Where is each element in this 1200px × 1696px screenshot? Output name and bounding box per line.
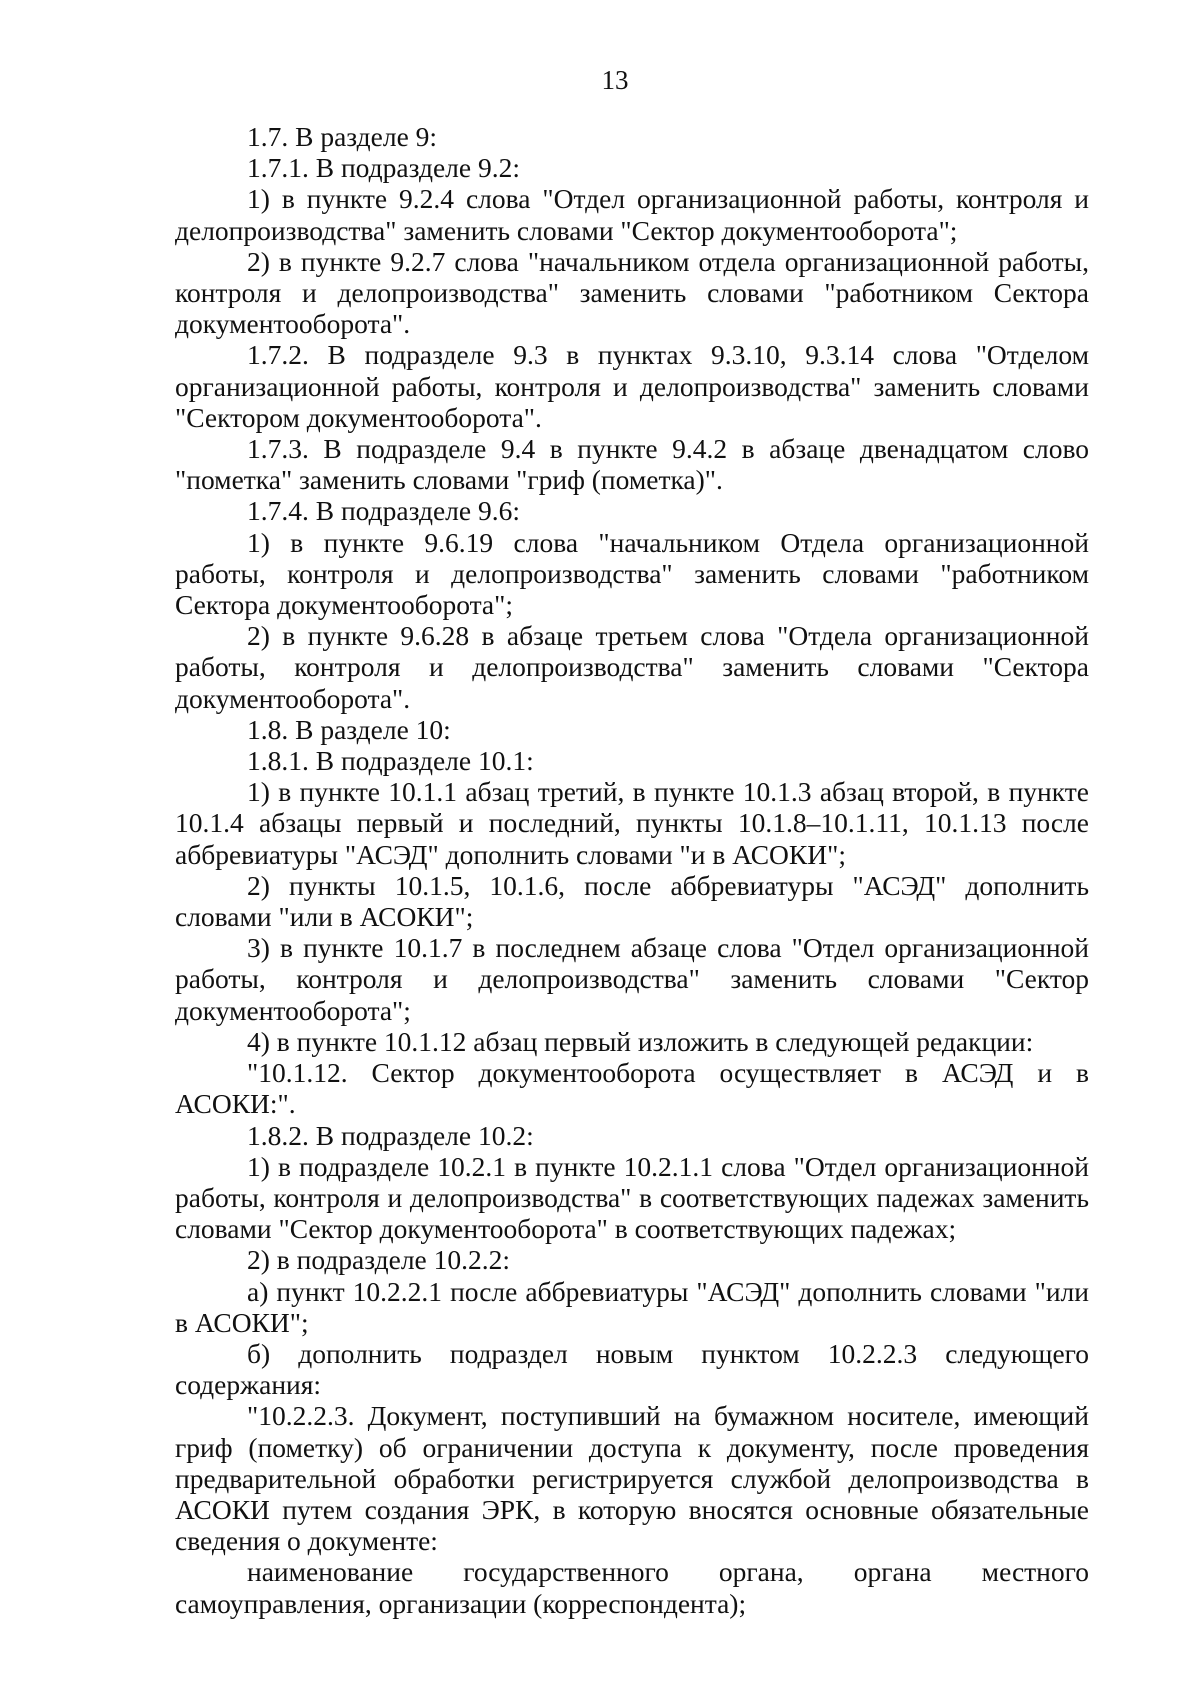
paragraph-1-8-1-item-4: 4) в пункте 10.1.12 абзац первый изложить в следующей редакции:: [247, 1025, 1034, 1057]
paragraph-1-7-4-item-1: 1) в пункте 9.6.19 слова "начальником Отдела организационной работы, контроля и делопроизводства" заменить словами "работником Сектора документооборота";: [175, 526, 1089, 621]
paragraph-1-8-2-item-2: 2) в подразделе 10.2.2:: [247, 1244, 511, 1276]
paragraph-1-7-4-item-2: 2) в пункте 9.6.28 в абзаце третьем слова "Отдела организационной работы, контроля и делопроизводства" заменить словами "Сектора документооборота".: [175, 620, 1089, 714]
paragraph-10-2-2-3-list-item: наименование государственного органа, органа местного самоуправления, организации (корреспондента);: [175, 1556, 1089, 1619]
paragraph-1-8-1-item-4-quote: "10.1.12. Сектор документооборота осуществляет в АСЭД и в АСОКИ:".: [175, 1057, 1089, 1120]
paragraph-1-8-2-item-2-b: б) дополнить подраздел новым пунктом 10.2.2.3 следующего содержания:: [175, 1337, 1089, 1401]
paragraph-1-8: 1.8. В разделе 10:: [247, 713, 451, 745]
paragraph-1-7-1: 1.7.1. В подразделе 9.2:: [247, 152, 520, 184]
paragraph-1-7-1-item-2: 2) в пункте 9.2.7 слова "начальником отдела организационной работы, контроля и делопроизводства" заменить словами "работником Сектора документооборота".: [175, 245, 1089, 340]
paragraph-10-2-2-3-quote: "10.2.2.3. Документ, поступивший на бумажном носителе, имеющий гриф (пометку) об ограничении доступа к документу, после проведения предварительной обработки регистрируется службой делопроизводства в АСОКИ путем создания ЭРК, в которую вносятся основные обязательные сведения о документе:: [175, 1400, 1089, 1557]
paragraph-1-7-3: 1.7.3. В подразделе 9.4 в пункте 9.4.2 в абзаце двенадцатом слово "пометка" заменить словами "гриф (пометка)".: [175, 433, 1089, 496]
page-number: 13: [601, 65, 629, 95]
paragraph-1-8-2-item-2-a: а) пункт 10.2.2.1 после аббревиатуры "АСЭД" дополнить словами "или в АСОКИ";: [175, 1275, 1089, 1338]
paragraph-1-8-2-item-1: 1) в подразделе 10.2.1 в пункте 10.2.1.1 слова "Отдел организационной работы, контроля и делопроизводства" в соответствующих падежах заменить словами "Сектор документооборота" в соответствующих падежах;: [175, 1150, 1089, 1245]
paragraph-1-7-4: 1.7.4. В подразделе 9.6:: [247, 495, 520, 527]
paragraph-1-8-1-item-2: 2) пункты 10.1.5, 10.1.6, после аббревиатуры "АСЭД" дополнить словами "или в АСОКИ";: [175, 869, 1089, 933]
paragraph-1-7: 1.7. В разделе 9:: [247, 121, 438, 152]
paragraph-1-7-1-item-1: 1) в пункте 9.2.4 слова "Отдел организационной работы, контроля и делопроизводства" заменить словами "Сектор документооборота";: [175, 183, 1089, 246]
paragraph-1-8-1-item-1: 1) в пункте 10.1.1 абзац третий, в пункте 10.1.3 абзац второй, в пункте 10.1.4 абзацы первый и последний, пункты 10.1.8–10.1.11, 10.1.13 после аббревиатуры "АСЭД" дополнить словами "и в АСОКИ";: [175, 776, 1089, 870]
paragraph-1-8-2: 1.8.2. В подразделе 10.2:: [247, 1119, 534, 1151]
paragraph-1-8-1: 1.8.1. В подразделе 10.1:: [247, 745, 534, 777]
document-body: [175, 121, 1089, 1619]
paragraph-1-8-1-item-3: 3) в пункте 10.1.7 в последнем абзаце слова "Отдел организационной работы, контроля и делопроизводства" заменить словами "Сектор документооборота";: [175, 932, 1089, 1026]
paragraph-1-7-2: 1.7.2. В подразделе 9.3 в пунктах 9.3.10, 9.3.14 слова "Отделом организационной работы, контроля и делопроизводства" заменить словами "Сектором документооборота".: [175, 339, 1089, 433]
